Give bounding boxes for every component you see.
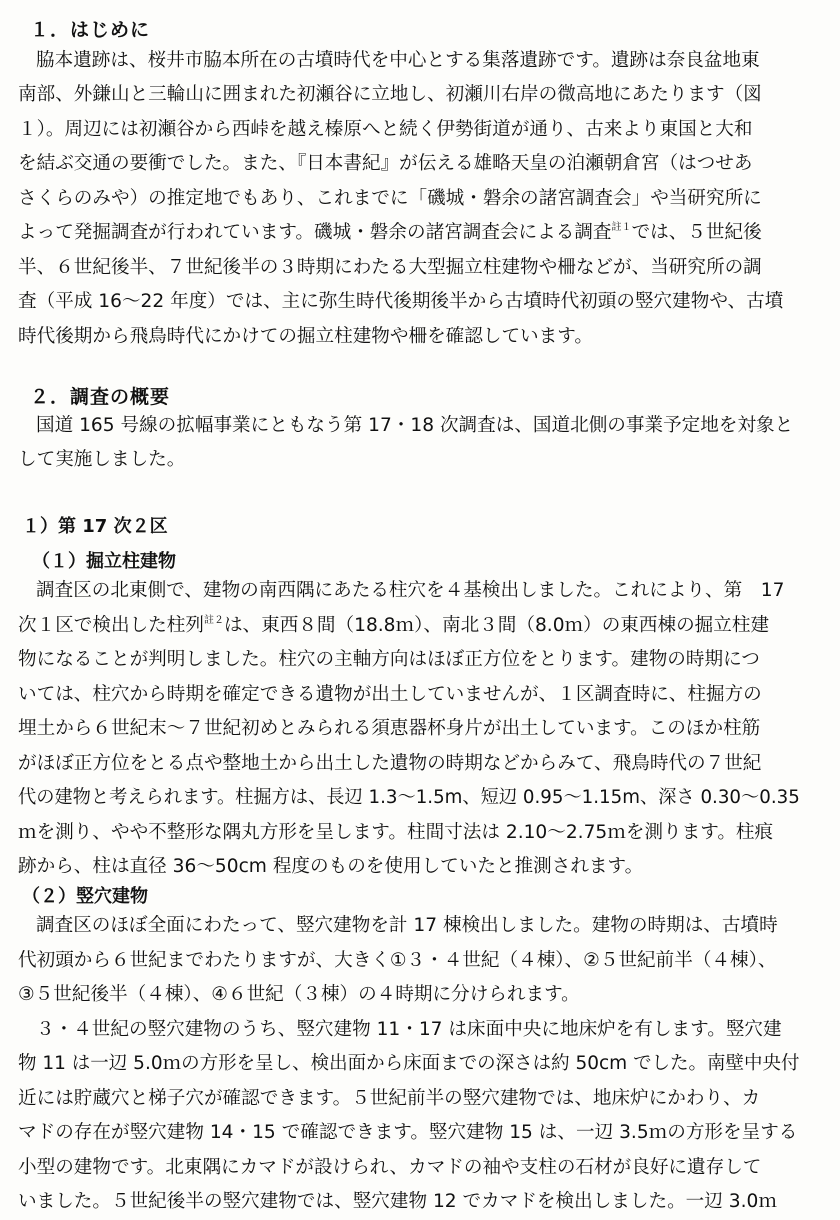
intro-line-8: 査（平成 16～22 年度）では、主に弥生時代後期後半から古墳時代初頭の竪穴建物や、古墳: [18, 291, 784, 312]
pit-line-4: ３・４世紀の竪穴建物のうち、竪穴建物 11・17 は床面中央に地床炉を有します。竪穴建: [36, 1019, 782, 1040]
intro-line-6: [18, 221, 762, 245]
pit-line-5: 物 11 は一辺 5.0ｍの方形を呈し、検出面から床面までの深さは約 50cm でした。南壁中央付: [18, 1053, 800, 1074]
pit-line-1: 調査区のほぼ全面にわたって、竪穴建物を計 17 棟検出しました。建物の時期は、古墳時: [36, 915, 778, 936]
pillar-line-9: 跡から、柱は直径 36～50cm 程度のものを使用していたと推測されます。: [18, 856, 644, 877]
pillar-line-2: [18, 614, 769, 638]
intro-line-9: 時代後期から飛鳥時代にかけての掘立柱建物や柵を確認しています。: [18, 326, 593, 347]
footnote-marker-1: 註１: [611, 222, 632, 233]
subsection-heading-pillar: （１）掘立柱建物: [32, 551, 176, 572]
pit-line-8: 小型の建物です。北東隅にカマドが設けられ、カマドの袖や支柱の石材が良好に遺存して: [18, 1157, 762, 1178]
pillar-line-1: 調査区の北東側で、建物の南西隅にあたる柱穴を４基検出しました。これにより、第 17: [36, 580, 785, 601]
intro-line-7: 半、６世紀後半、７世紀後半の３時期にわたる大型掘立柱建物や柵などが、当研究所の調: [18, 257, 762, 278]
pillar-line-2-text: 次１区で検出した柱列: [18, 615, 204, 636]
footnote-marker-2: 註２: [203, 615, 224, 626]
intro-line-4: を結ぶ交通の要衝でした。また、『日本書紀』が伝える雄略天皇の泊瀬朝倉宮（はつせあ: [18, 153, 753, 174]
pit-line-6: 近には貯蔵穴と梯子穴が確認できます。５世紀前半の竪穴建物では、地床炉にかわり、カ: [18, 1088, 761, 1109]
pit-line-2: 代初頭から６世紀までわたりますが、大きく①３・４世紀（４棟）、②５世紀前半（４棟）、: [18, 950, 777, 971]
overview-line-2: して実施しました。: [18, 449, 186, 470]
pillar-line-5: 埋土から６世紀末～７世紀初めとみられる須恵器杯身片が出土しています。このほか柱筋: [18, 718, 761, 739]
pillar-line-4: いては、柱穴から時期を確定できる遺物が出土していませんが、１区調査時に、柱掘方の: [18, 684, 762, 705]
intro-line-3: １）。周辺には初瀬谷から西峠を越え榛原へと続く伊勢街道が通り、古来より東国と大和: [18, 119, 753, 140]
pillar-line-2-rest: は、東西８間（18.8ｍ）、南北３間（8.0ｍ）の東西棟の掘立柱建: [223, 615, 770, 636]
subsection-heading-area: １）第 17 次２区: [22, 516, 168, 537]
intro-line-6-rest: では、５世紀後: [631, 222, 762, 243]
pit-line-3: ③５世紀後半（４棟）、④６世紀（３棟）の４時期に分けられます。: [18, 984, 580, 1005]
pit-line-9: いました。５世紀後半の竪穴建物では、竪穴建物 12 でカマドを検出しました。一辺 3.0ｍ: [18, 1191, 777, 1212]
pillar-line-6: がほぼ正方位をとる点や整地土から出土した遺物の時期などからみて、飛鳥時代の７世紀: [18, 753, 762, 774]
section-heading-overview: ２．調査の概要: [30, 386, 171, 408]
intro-line-6-text: よって発掘調査が行われています。磯城・磐余の諸宮調査会による調査: [18, 222, 612, 243]
intro-line-5: さくらのみや）の推定地でもあり、これまでに「磯城・磐余の諸宮調査会」や当研究所に: [18, 188, 762, 209]
intro-line-2: 南部、外鎌山と三輪山に囲まれた初瀬谷に立地し、初瀬川右岸の微高地にあたります（図: [18, 84, 762, 105]
pit-line-7: マドの存在が竪穴建物 14・15 で確認できます。竪穴建物 15 は、一辺 3.5ｍの方形を呈する: [18, 1122, 798, 1143]
section-heading-intro: １．はじめに: [30, 19, 151, 41]
overview-line-1: 国道 165 号線の拡幅事業にともなう第 17・18 次調査は、国道北側の事業予定地を対象と: [36, 415, 794, 436]
intro-line-1: 脇本遺跡は、桜井市脇本所在の古墳時代を中心とする集落遺跡です。遺跡は奈良盆地東: [36, 50, 760, 71]
pillar-line-7: 代の建物と考えられます。柱掘方は、長辺 1.3～1.5m、短辺 0.95～1.15m、深さ 0.30～0.35: [18, 787, 800, 808]
pillar-line-8: ｍを測り、やや不整形な隅丸方形を呈します。柱間寸法は 2.10～2.75ｍを測ります。柱痕: [18, 822, 774, 843]
pillar-line-3: 物になることが判明しました。柱穴の主軸方向はほぼ正方位をとります。建物の時期につ: [18, 649, 760, 670]
subsection-heading-pit: （２）竪穴建物: [22, 886, 148, 907]
